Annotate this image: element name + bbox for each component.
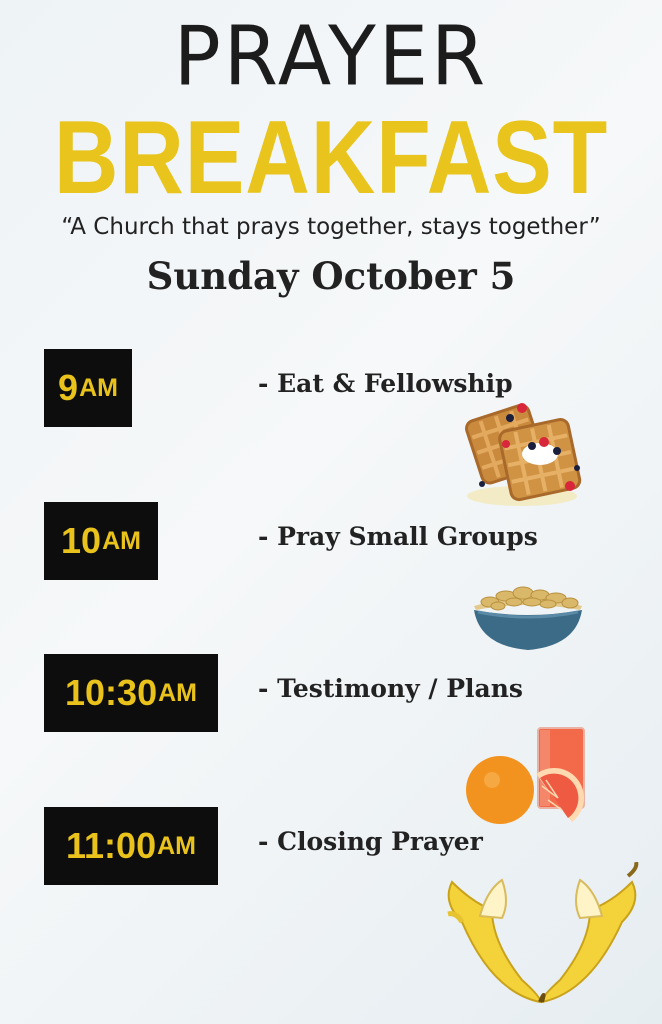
time-ampm: AM <box>157 831 196 860</box>
waffles-icon <box>462 396 592 511</box>
poster-title-prayer: PRAYER <box>173 9 489 105</box>
activity-label: - Closing Prayer <box>258 827 483 856</box>
poster-date: Sunday October 5 <box>146 254 516 298</box>
grapefruit-juice-icon <box>462 724 588 830</box>
time-value: 10:30 <box>65 672 158 713</box>
time-ampm: AM <box>158 678 197 707</box>
schedule-row <box>0 654 662 734</box>
activity-label: - Eat & Fellowship <box>258 369 513 398</box>
time-badge <box>44 349 132 427</box>
cereal-bowl-icon <box>468 576 588 654</box>
banana-heart-icon <box>432 862 650 1010</box>
poster-quote: “A Church that prays together, stays together” <box>61 214 601 240</box>
time-ampm: AM <box>79 373 118 402</box>
time-value: 10 <box>61 520 102 561</box>
time-value: 11:00 <box>66 825 157 866</box>
activity-label: - Pray Small Groups <box>258 522 538 551</box>
time-value: 9 <box>58 367 79 408</box>
activity-label: - Testimony / Plans <box>258 674 523 703</box>
time-ampm: AM <box>102 526 141 555</box>
time-badge <box>44 807 218 885</box>
schedule-row <box>0 502 662 582</box>
time-badge <box>44 654 218 732</box>
poster-title-breakfast: BREAKFAST <box>53 100 609 216</box>
time-badge <box>44 502 158 580</box>
